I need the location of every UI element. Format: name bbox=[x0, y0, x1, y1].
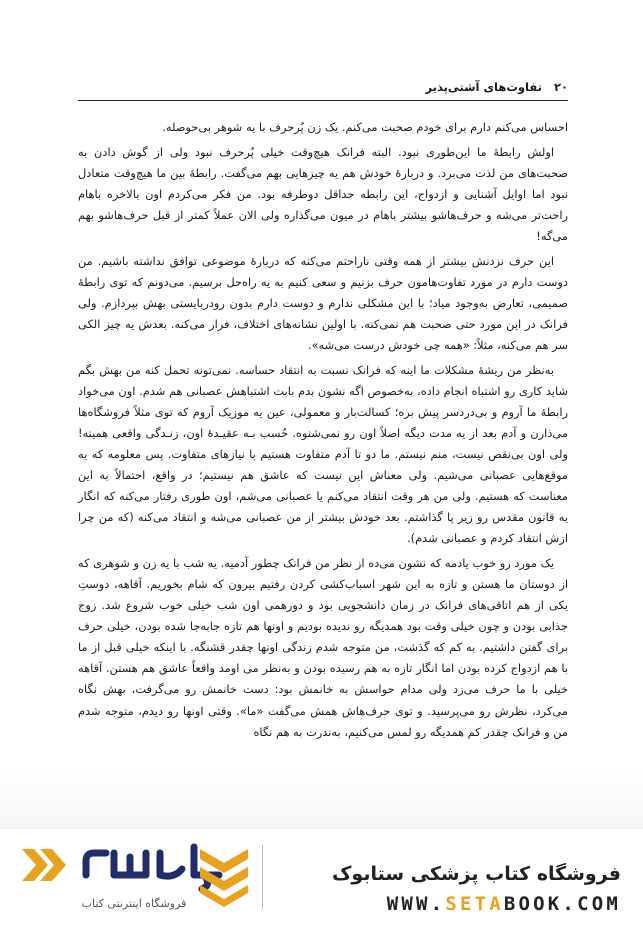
header-rule bbox=[78, 100, 568, 101]
paragraph: به‌نظر من ریشهٔ مشکلات ما اینه که فرانک نسبت به انتقاد حساسه. نمی‌تونه تحمل کنه من بهش بگم شاید کاری رو اشتباه انجام داده، به‌خصوص اگه نشون بدم بابت اشتباهش عصبانی هم شدم. اون می‌خواد رابطهٔ ما آروم و بی‌دردسر پیش بره؛ کسالت‌بار و معمولی، عین یه موزیک آروم که توی مثلاً فروشگاه‌ها می‌ذارن و آدم بعد از یه مدت دیگه اصلاً اون رو نمی‌شنوه. حُسب بـه عقیـدهٔ اون، زنـدگی واقعی همینه! ولی اون بی‌نقص نیست، منم نیستم. ما دو تا آدم متفاوت هستیم با نیازهای متفاوت. پس معلومه که یه موقع‌هایی عصبانی می‌شیم. ولی معناش این نیست که عاشق هم نیستیم؛ در واقع، احتمالاً به این معناست که هستیم. ولی من هر وقت انتقاد می‌کنم یا عصبانی می‌شم، اون طوری رفتار می‌کنه که انگار یه قانون مقدس رو زیر پا گذاشتم. بعد خودش بیشتر از من عصبانی می‌شه و انتقاد می‌کنه (که من چرا ازش انتقاد کردم و عصبانی شدم). bbox=[78, 362, 568, 546]
url-suffix: BOOK.COM bbox=[503, 893, 621, 915]
logo-tagline: فروشگاه اینترنتی کتاب bbox=[81, 897, 187, 910]
paragraph: این حرف نزدنش بیشتر از همه وقتی ناراحتم می‌کنه که دربارهٔ موضوعی توافق نداشته باشیم. من دوست دارم در مورد تفاوت‌هامون حرف بزنیم و سعی کنیم به یه راه‌حل برسیم. می‌دونم که توی رابطهٔ صمیمی، تعارض به‌وجود میاد؛ با این مشکلی ندارم و دوست دارم بدون رودربایستی بهش بپردازم. ولی فرانک در این مورد حتی صحبت هم نمی‌کنه. با اولین نشانه‌های اختلاف، فرار می‌کنه. بعدش یه چیز الکی سر هم می‌کنه، مثلاً: «همه چی خودش درست می‌شه». bbox=[78, 253, 568, 352]
chevron-stack-icon bbox=[196, 843, 252, 907]
paragraph: یک مورد رو خوب یادمه که نشون می‌ده از نظر من فرانک چطور آدمیه. یه شب با یه زن و شوهری که از دوستان ما هستن و تازه به این شهر اسباب‌کشی کردن رفتیم بیرون که شام بخوریم. آقاهه، دوستِ یکی از هم اتاقی‌های فرانک در زمان دانشجویی بود و دورهمی اون شب خیلی خوب شروع شد. زوج جذابی بودن و چون خیلی وقت بود همدیگه رو ندیده بودیم و اونها هم تازه جابه‌جا شده بودن، خیلی حرف برای گفتن داشتیم. به کم که گذشت، من متوجه شدم زندگی اونها چقدر قشنگه. با اینکه خیلی قبل از ما با هم ازدواج کرده بودن اما انگار تازه به هم رسیده بودن و به‌نظر می اومد واقعاً عاشق هم هستن. آقاهه خیلی با ما حرف می‌زد ولی مدام حواسش به خانمش بود: دست خانمش رو می‌گرفت، بهش نگاه می‌کرد، نظرش رو می‌پرسید. و توی حرف‌هاش همش می‌گفت «ما». وقتی اونها رو دیدم، متوجه شدم من و فرانک چقدر کم همدیگه رو لمس می‌کنیم، به‌ندرت به هم نگاه bbox=[78, 555, 568, 739]
body-text bbox=[78, 117, 568, 746]
url-prefix: WWW. bbox=[386, 893, 446, 915]
banner-divider bbox=[262, 845, 263, 909]
paragraph: احساس می‌کنم دارم برای خودم صحبت می‌کنم. یک زن پُرحرف با یه شوهر بی‌حوصله. bbox=[162, 120, 568, 134]
page-fade bbox=[0, 770, 643, 830]
store-banner bbox=[0, 828, 643, 927]
running-header bbox=[425, 80, 568, 94]
url-highlight: SETA bbox=[445, 893, 504, 915]
store-url[interactable] bbox=[271, 893, 621, 915]
chapter-title: تفاوت‌های آشتی‌پذیر bbox=[425, 80, 542, 94]
page-number: ۲۰ bbox=[553, 80, 568, 94]
store-title: فروشگاه کتاب پزشکی ستابوک bbox=[331, 863, 621, 885]
paragraph: اولش رابطهٔ ما این‌طوری نبود. البته فرانک هیچ‌وقت خیلی پُرحرف نبود ولی از گوش دادن به صحبت‌های من لذت می‌برد. و دربارهٔ خودش هم یه چیزهایی بهم می‌گفت. رابطهٔ بین ما هیچ‌وقت متعادل نبود اما اوایل آشنایی و ازدواج، این رابطه حداقل دوطرفه بود. من فکر می‌کردم اون بالاخره باهام راحت‌تر می‌شه و حرف‌هاشو بیشتر باهام در میون می‌گذاره ولی الان عملاً کمتر از قبل حرف‌هاشو بهم می‌گه! bbox=[78, 144, 568, 243]
